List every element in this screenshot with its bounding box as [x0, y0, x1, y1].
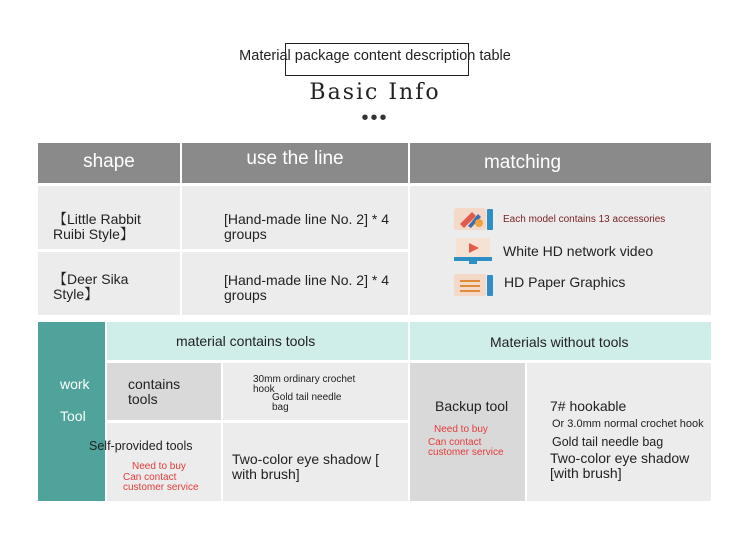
header-contains-tools-label: material contains tools [176, 333, 316, 349]
header-without-tools [410, 322, 711, 360]
subtitle: Material package content description table [239, 48, 511, 64]
backup-items-cell [527, 363, 711, 501]
self-provided-cell [89, 423, 221, 501]
row1-line-text: [Hand-made line No. 2] * 4 groups [224, 211, 389, 242]
gold-needle-bag-text: Gold tail needle bag [272, 392, 342, 413]
backup-tool-cell [410, 363, 525, 501]
eye-shadow-text: Two-color eye shadow [ with brush] [232, 451, 380, 482]
matching-paper-text: HD Paper Graphics [504, 274, 626, 290]
side-label-tool: Tool [60, 408, 86, 424]
right-needle-bag-text: Gold tail needle bag [552, 435, 664, 449]
eye-shadow-cell [223, 423, 408, 501]
row1-line-cell [182, 186, 408, 249]
row1-shape-cell [38, 186, 180, 249]
header-contains-tools [107, 322, 408, 360]
paper-graphics-icon [454, 272, 494, 303]
video-monitor-icon [454, 238, 494, 271]
page-title: Basic Info [309, 80, 441, 105]
row2-line-cell [182, 252, 408, 315]
header-shape-label: shape [83, 151, 135, 172]
matching-accessories-text: Each model contains 13 accessories [503, 214, 666, 225]
side-label-work: work [60, 376, 90, 392]
header-without-tools-label: Materials without tools [490, 334, 629, 350]
matching-video-text: White HD network video [503, 243, 654, 259]
self-contact-service: Can contact customer service [123, 472, 199, 493]
row1-shape-text: 【Little Rabbit Ruibi Style】 [53, 211, 141, 242]
header-matching-label: matching [483, 152, 562, 173]
row2-line-text: [Hand-made line No. 2] * 4 groups [224, 272, 389, 303]
backup-need-to-buy: Need to buy [434, 424, 488, 435]
header-matching [410, 143, 711, 183]
backup-tool-label: Backup tool [435, 398, 509, 414]
contains-tools-cell [107, 363, 221, 420]
header-use-the-line-label: use the line [246, 148, 344, 169]
included-tools-cell [223, 363, 408, 420]
header-shape [38, 143, 180, 183]
header-use-the-line [182, 143, 408, 183]
row2-shape-cell [38, 252, 180, 315]
title-dots: ••• [361, 107, 389, 129]
contains-tools-label: contains tools [128, 376, 181, 407]
self-provided-label: Self-provided tools [89, 439, 193, 453]
self-need-to-buy: Need to buy [132, 461, 186, 472]
matching-cell [410, 186, 711, 315]
row2-shape-text: 【Deer Sika Style】 [53, 271, 129, 302]
work-tool-side [38, 322, 105, 501]
tools-icon [454, 206, 494, 237]
crochet-hook-text: 30mm ordinary crochet hook [253, 374, 356, 395]
right-eye-shadow-text: Two-color eye shadow [with brush] [550, 450, 690, 481]
backup-contact-service: Can contact customer service [428, 437, 504, 458]
normal-hook-text: Or 3.0mm normal crochet hook [552, 418, 704, 430]
hookable-text: 7# hookable [550, 398, 627, 414]
